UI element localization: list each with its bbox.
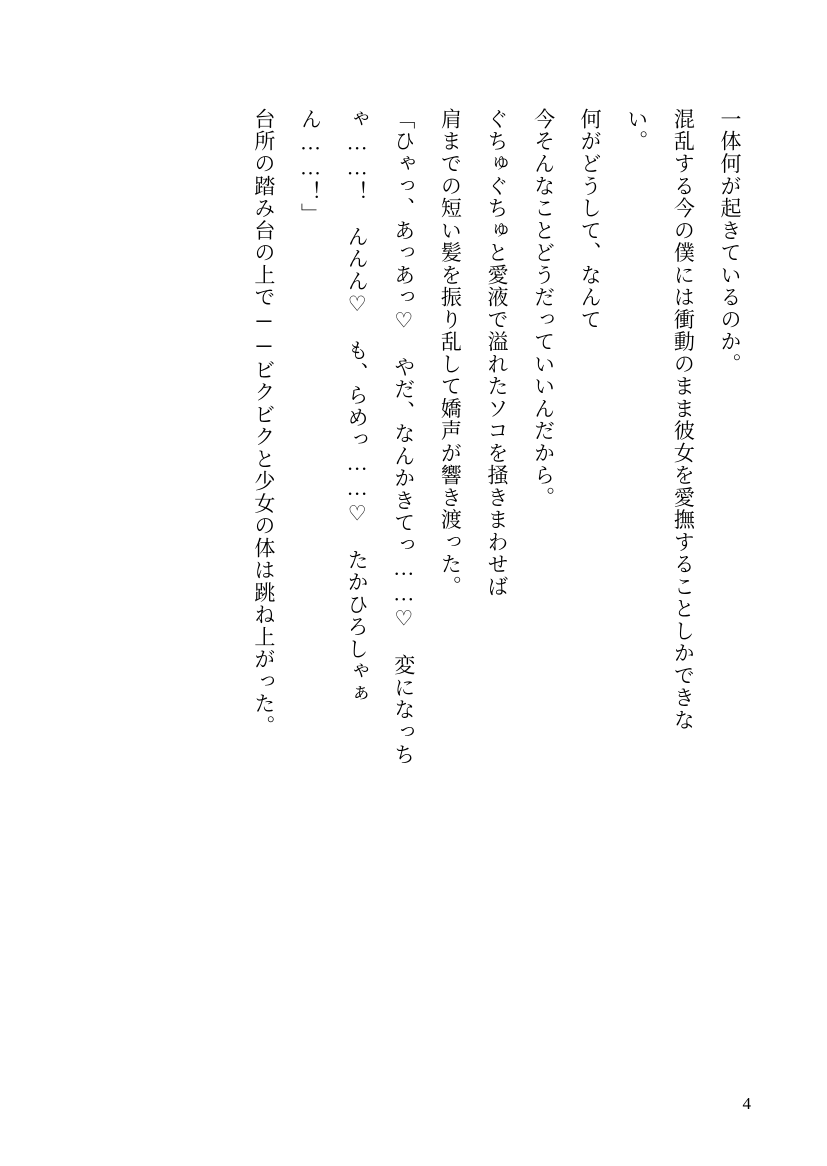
paragraph: 「ひゃっ、あっあっ♡ やだ、なんかきてっ……♡ 変になっちゃ……！ んんん♡ も、らめっ……♡ たかひろしゃぁん……！」	[298, 108, 416, 766]
paragraph: 今そんなことどうだっていいんだから。	[531, 108, 556, 509]
page-number: 4	[742, 1094, 751, 1113]
paragraph: ぐちゅぐちゅと愛液で溢れたソコを掻きまわせば	[484, 108, 509, 598]
paragraph: 一体何が起きているのか。	[718, 108, 742, 376]
paragraph: 何がどうして、なんて	[578, 108, 603, 331]
vertical-text-body	[133, 108, 753, 768]
paragraph: 台所の踏み台の上で──ビクビクと少女の体は跳ね上がった。	[251, 108, 276, 738]
paragraph: 肩までの短い髪を振り乱して嬌声が響き渡った。	[438, 108, 463, 598]
paragraph: 混乱する今の僕には衝動のまま彼女を愛撫することしかできない。	[624, 108, 696, 732]
